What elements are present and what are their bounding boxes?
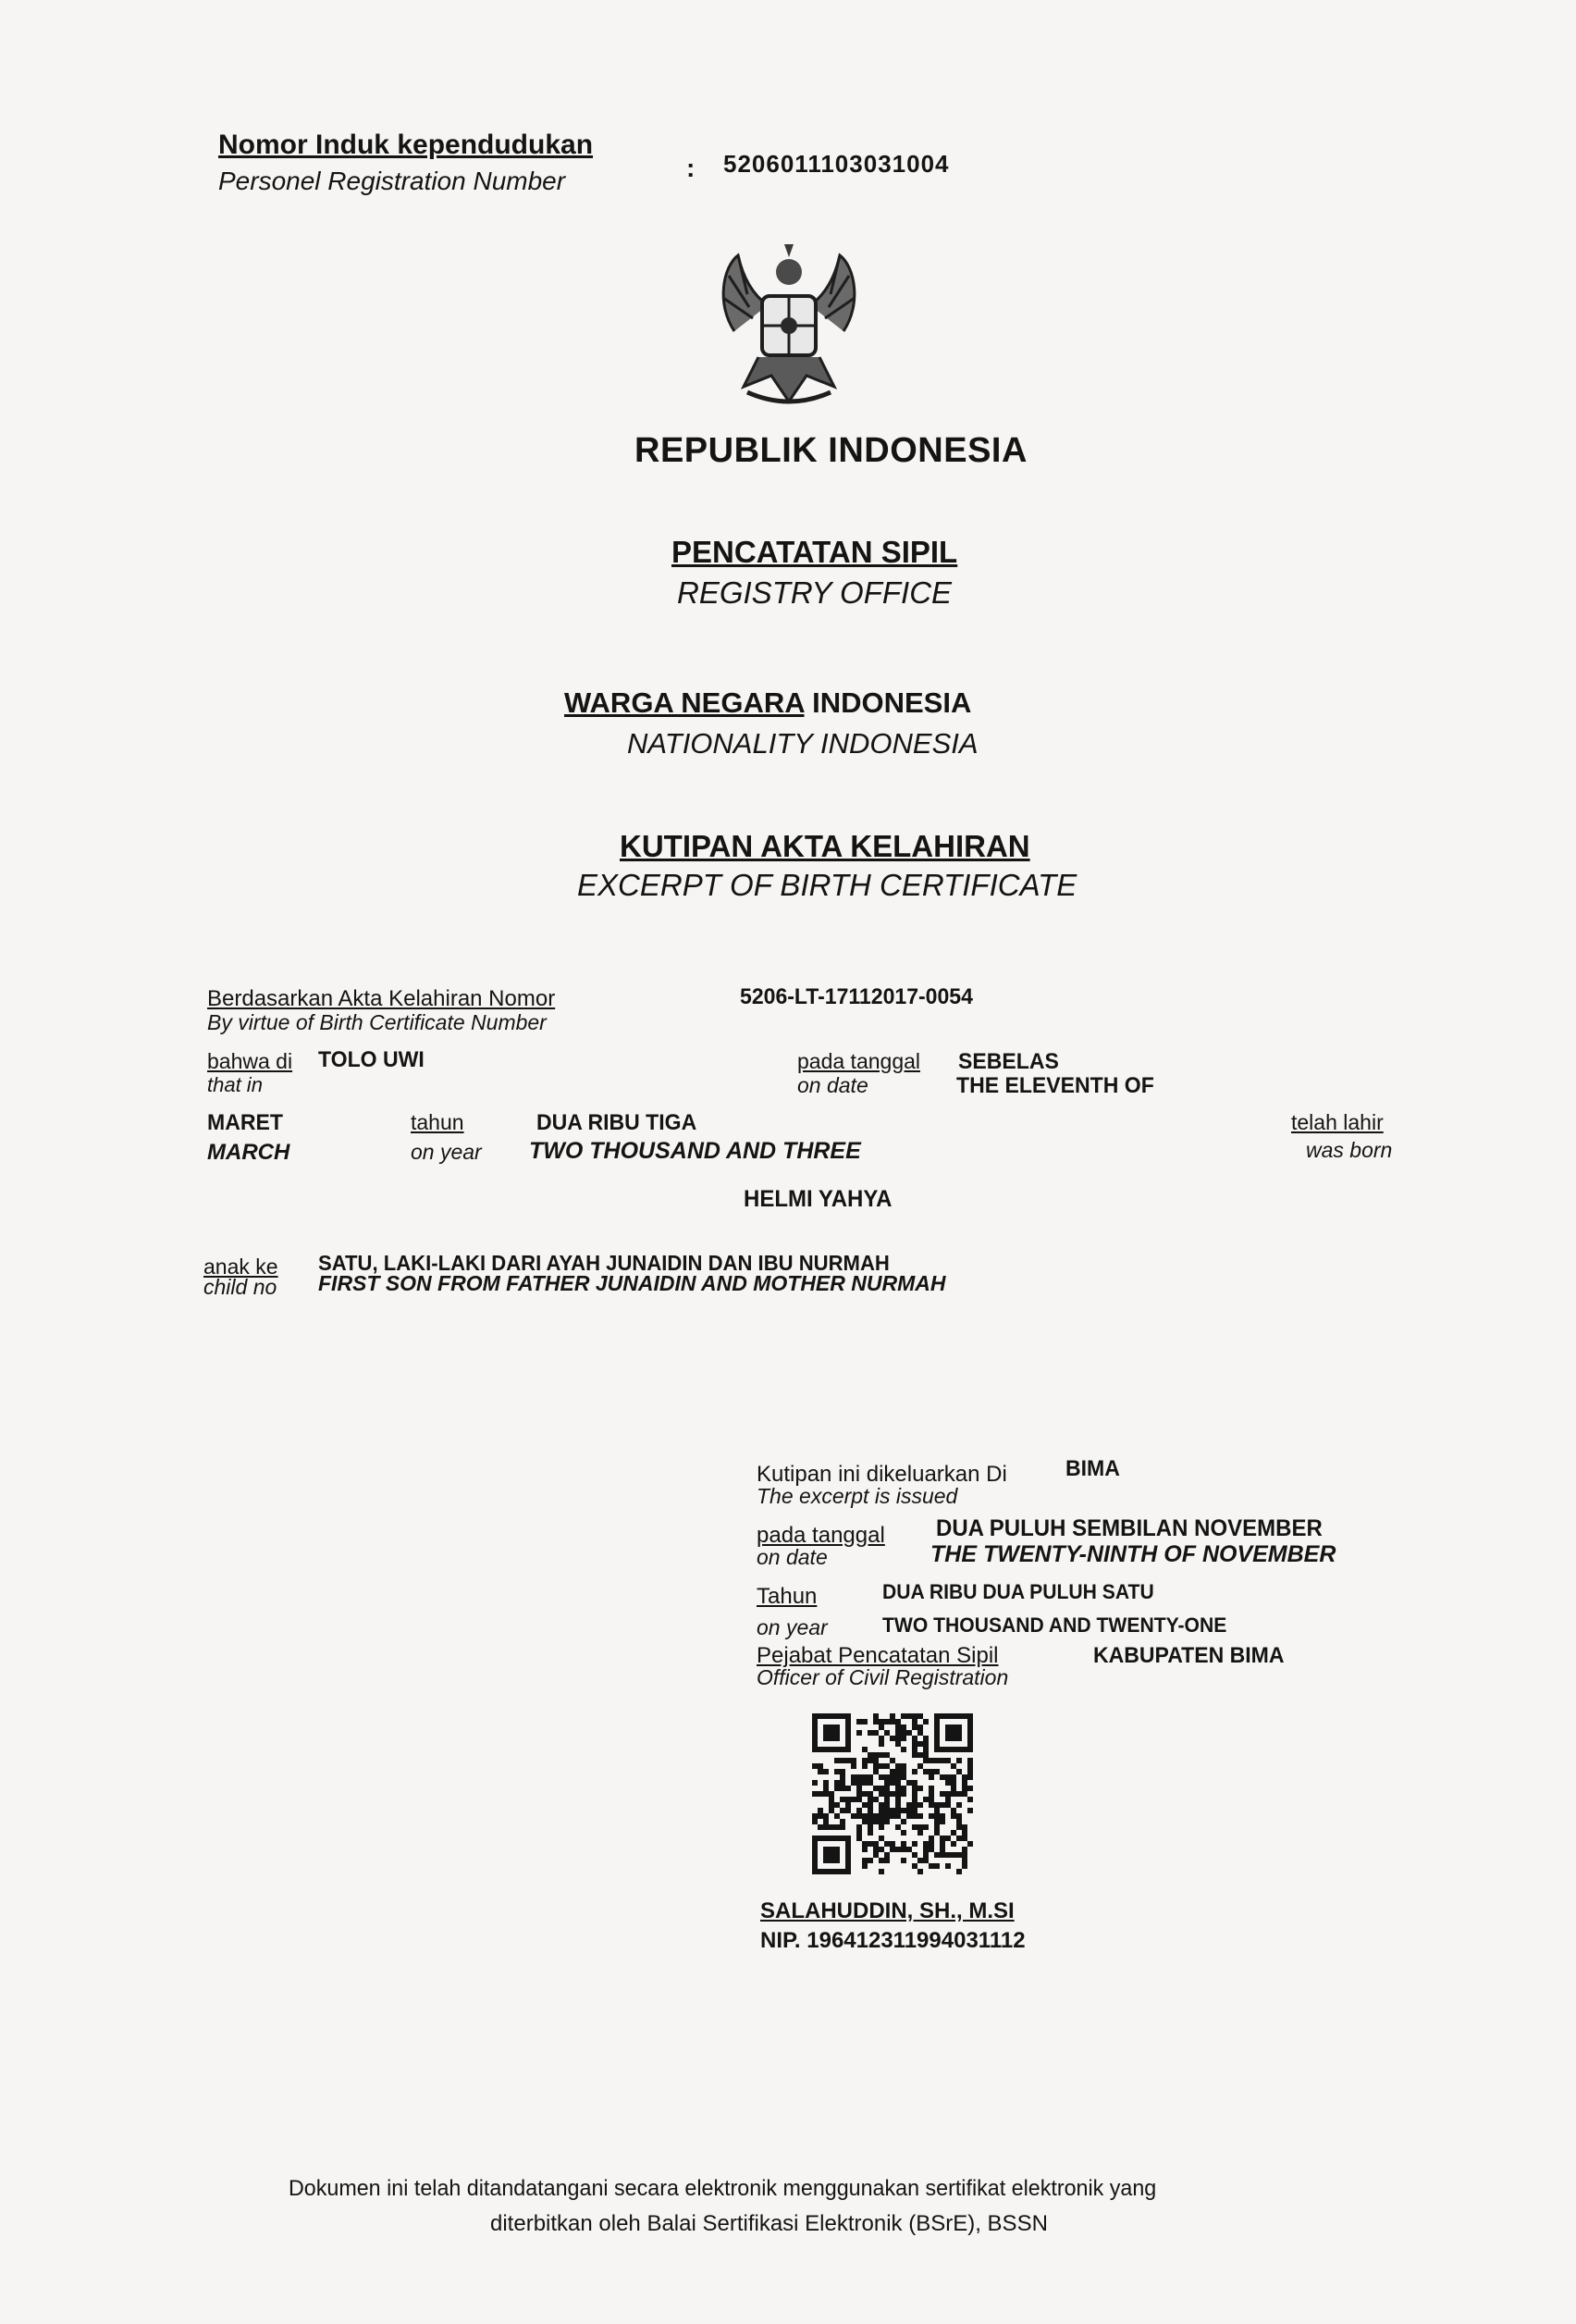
year-label-id: tahun bbox=[411, 1110, 464, 1134]
office-title-id: PENCATATAN SIPIL bbox=[671, 535, 958, 569]
issue-year-en: TWO THOUSAND AND TWENTY-ONE bbox=[882, 1613, 1227, 1637]
born-label-id: telah lahir bbox=[1291, 1110, 1384, 1134]
that-in-label-id: bahwa di bbox=[207, 1049, 293, 1073]
issued-place: BIMA bbox=[1065, 1456, 1120, 1481]
child-name: HELMI YAHYA bbox=[744, 1186, 893, 1212]
nationality-value-id: INDONESIA bbox=[812, 686, 972, 719]
nationality-label-id: WARGA NEGARA bbox=[564, 686, 805, 719]
nik-value: 5206011103031004 bbox=[723, 150, 950, 178]
birth-year-id: DUA RIBU TIGA bbox=[536, 1110, 697, 1135]
year-label-en: on year bbox=[411, 1140, 482, 1164]
basis-label-id: Berdasarkan Akta Kelahiran Nomor bbox=[207, 986, 556, 1011]
signer-name: SALAHUDDIN, SH., M.SI bbox=[760, 1898, 1015, 1923]
footer-line-1: Dokumen ini telah ditandatangani secara elektronik menggunakan sertifikat elektronik yang bbox=[289, 2176, 1157, 2201]
birth-year-en: TWO THOUSAND AND THREE bbox=[529, 1138, 861, 1164]
nationality-title-id bbox=[564, 686, 971, 720]
issued-label-en: The excerpt is issued bbox=[757, 1484, 958, 1508]
birth-day-en: THE ELEVENTH OF bbox=[956, 1073, 1154, 1098]
signer-nip: NIP. 196412311994031112 bbox=[760, 1928, 1026, 1953]
basis-label-en: By virtue of Birth Certificate Number bbox=[207, 1010, 547, 1034]
document-title-id: KUTIPAN AKTA KELAHIRAN bbox=[620, 829, 1030, 863]
child-description-id: SATU, LAKI-LAKI DARI AYAH JUNAIDIN DAN IBU NURMAH bbox=[318, 1251, 890, 1275]
officer-region: KABUPATEN BIMA bbox=[1093, 1643, 1285, 1668]
child-no-label-en: child no bbox=[203, 1275, 277, 1299]
birth-month-en: MARCH bbox=[207, 1140, 290, 1165]
issue-date-id: DUA PULUH SEMBILAN NOVEMBER bbox=[936, 1515, 1323, 1541]
birth-month-id: MARET bbox=[207, 1110, 283, 1135]
certificate-number: 5206-LT-17112017-0054 bbox=[740, 984, 973, 1009]
officer-label-id: Pejabat Pencatatan Sipil bbox=[757, 1643, 999, 1668]
born-label-en: was born bbox=[1306, 1138, 1393, 1162]
birth-place: TOLO UWI bbox=[318, 1047, 425, 1072]
issue-date-label-id: pada tanggal bbox=[757, 1523, 885, 1548]
child-no-label-id: anak ke bbox=[203, 1255, 278, 1279]
nik-label: Nomor Induk kependudukan bbox=[218, 130, 594, 160]
nik-separator: : bbox=[686, 154, 696, 182]
issue-year-label-id: Tahun bbox=[757, 1584, 818, 1609]
nationality-title-en: NATIONALITY INDONESIA bbox=[627, 727, 979, 760]
garuda-emblem-icon bbox=[707, 239, 871, 414]
birth-day-id: SEBELAS bbox=[958, 1049, 1059, 1074]
officer-label-en: Officer of Civil Registration bbox=[757, 1665, 1009, 1689]
document-title-en: EXCERPT OF BIRTH CERTIFICATE bbox=[577, 868, 1077, 902]
qr-code-icon bbox=[812, 1713, 973, 1874]
child-description-en: FIRST SON FROM FATHER JUNAIDIN AND MOTHER NURMAH bbox=[318, 1271, 946, 1295]
nik-label-en: Personel Registration Number bbox=[218, 167, 566, 195]
footer-line-2: diterbitkan oleh Balai Sertifikasi Elektronik (BSrE), BSSN bbox=[490, 2211, 1048, 2236]
office-title-en: REGISTRY OFFICE bbox=[677, 575, 953, 610]
date-label-id: pada tanggal bbox=[797, 1049, 921, 1073]
date-label-en: on date bbox=[797, 1073, 868, 1097]
that-in-label-en: that in bbox=[207, 1073, 263, 1096]
issue-date-label-en: on date bbox=[757, 1545, 828, 1569]
issue-date-en: THE TWENTY-NINTH OF NOVEMBER bbox=[930, 1541, 1336, 1567]
issue-year-label-en: on year bbox=[757, 1615, 828, 1639]
issue-year-id: DUA RIBU DUA PULUH SATU bbox=[882, 1580, 1154, 1603]
republic-title: REPUBLIK INDONESIA bbox=[634, 431, 1028, 470]
issued-label-id: Kutipan ini dikeluarkan Di bbox=[757, 1462, 1007, 1487]
